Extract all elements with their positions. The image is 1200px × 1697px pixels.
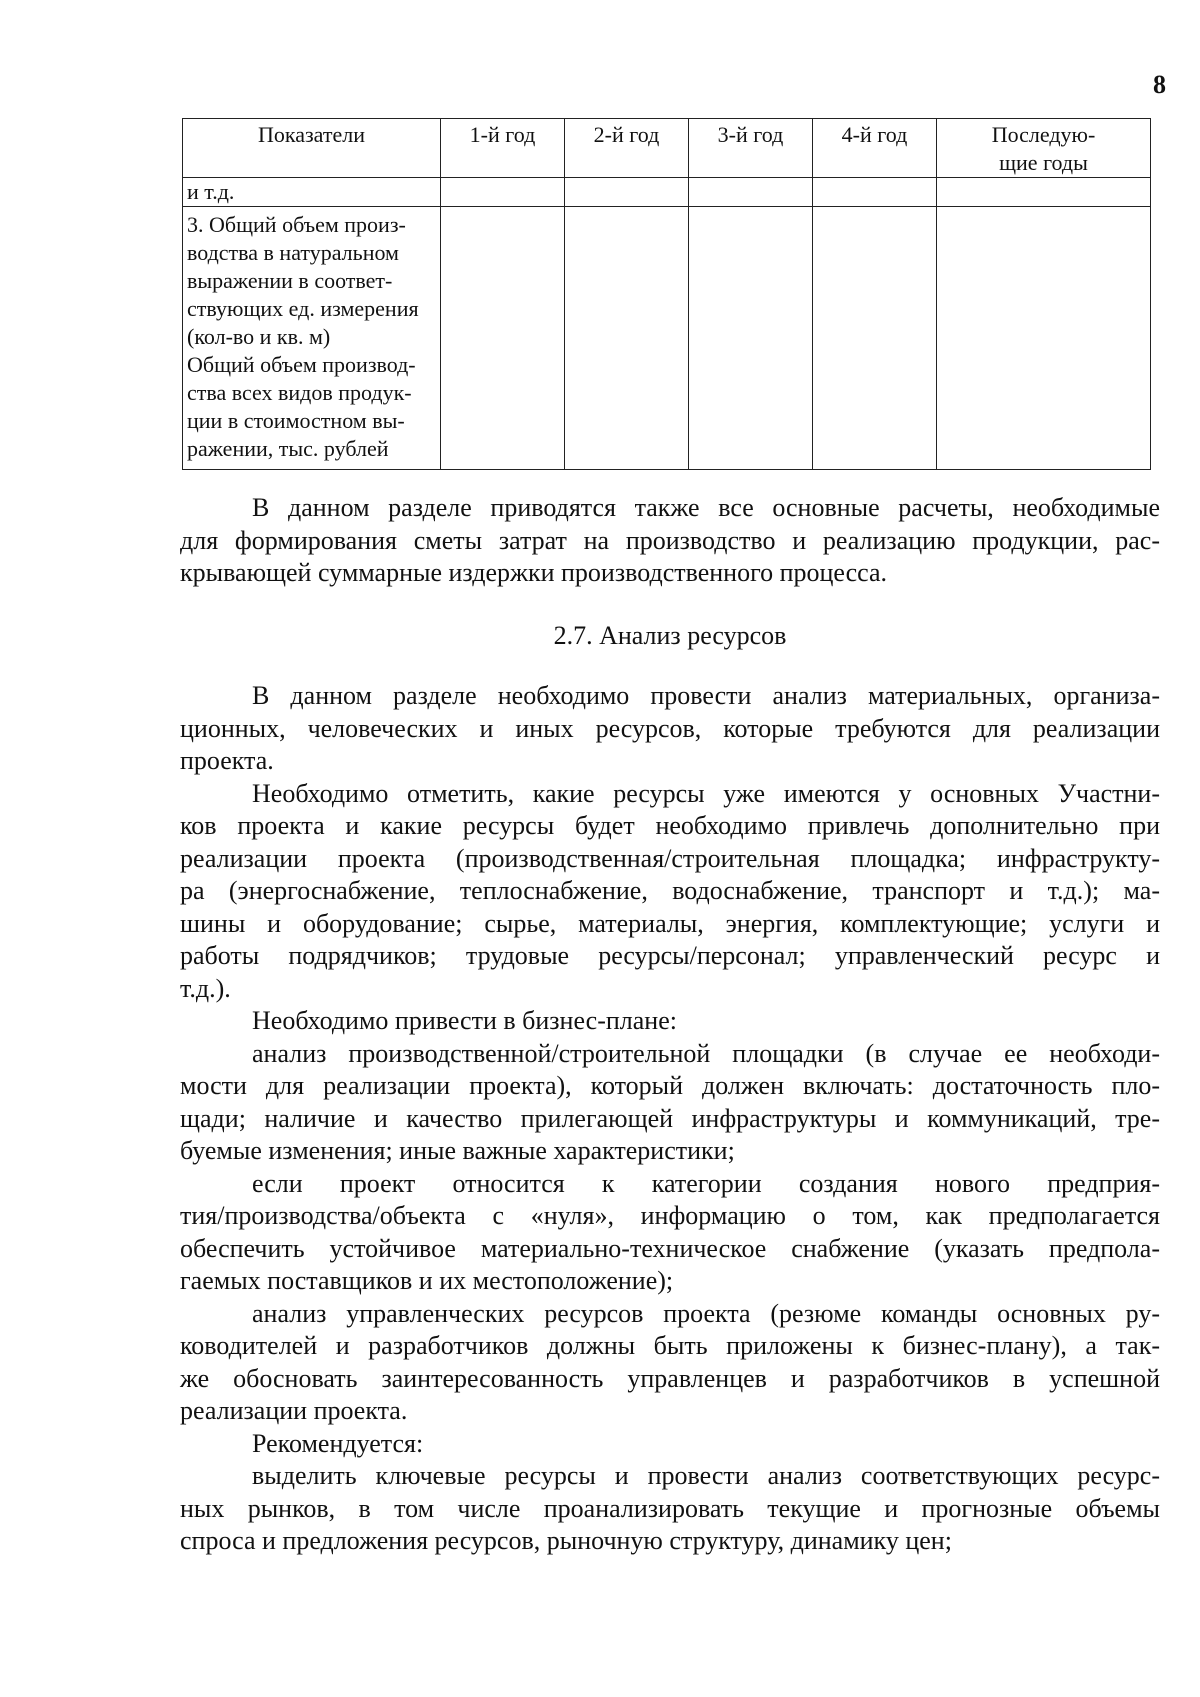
text-line: обеспечить устойчивое материально-техническое снабжение (указать предпола- [180,1233,1160,1263]
text-line: реализации проекта. [180,1396,408,1425]
text-line: спроса и предложения ресурсов, рыночную структуру, динамику цен; [180,1526,952,1555]
cell-line: Общий объем производ- [187,352,416,377]
header-year-1: 1-й год [441,119,565,178]
document-body [180,492,1160,1558]
text-line: Необходимо привести в бизнес-плане: [252,1006,677,1035]
paragraph [180,1428,1160,1461]
cell-line: ции в стоимостном вы- [187,408,405,433]
text-line: работы подрядчиков; трудовые ресурсы/персонал; управленческий ресурс и [180,941,1160,970]
text-line: ных рынков, в том числе проанализировать текущие и прогнозные объемы [180,1493,1160,1523]
text-line: мости для реализации проекта), который должен включать: достаточность пло- [180,1071,1160,1100]
table-cell [813,178,937,207]
table-cell [565,178,689,207]
text-line: же обосновать заинтересованность управленцев и разработчиков в успешной [180,1363,1160,1393]
page-number: 8 [1153,70,1166,99]
text-line: щади; наличие и качество прилегающей инфраструктуры и коммуникаций, тре- [180,1103,1160,1133]
table-cell [689,207,813,470]
cell-line: ства всех видов продук- [187,380,412,405]
text-line: ков проекта и какие ресурсы будет необходимо привлечь дополнительно при [180,811,1160,840]
paragraph [180,1168,1160,1298]
text-line: буемые изменения; иные важные характеристики; [180,1136,735,1165]
text-line: ководителей и разработчиков должны быть приложены к бизнес-плану), а так- [180,1331,1160,1360]
table-cell [689,178,813,207]
text-line: если проект относится к категории создания нового предприя- [252,1168,1160,1198]
header-later-years: Последую- щие годы [937,119,1151,178]
text-line: для формирования сметы затрат на производство и реализацию продукции, рас- [180,525,1160,555]
text-line: проекта. [180,746,274,775]
text-line: реализации проекта (производственная/строительная площадка; инфраструкту- [180,843,1160,873]
paragraph [180,778,1160,1006]
table-cell [441,178,565,207]
row-label: и т.д. [183,178,441,207]
text-line: выделить ключевые ресурсы и провести анализ соответствующих ресурс- [252,1461,1160,1490]
cell-line: (кол-во и кв. м) [187,324,331,349]
table-cell [937,207,1151,470]
table-cell [813,207,937,470]
table-header-row [183,119,1151,178]
text-line: шины и оборудование; сырье, материалы, энергия, комплектующие; услуги и [180,908,1160,938]
text-line: т.д.). [180,973,231,1003]
table-row [183,207,1151,470]
table-cell [937,178,1151,207]
text-line: Рекомендуется: [252,1428,424,1458]
cell-line: выражении в соответ- [187,268,393,293]
paragraph [180,1038,1160,1168]
row-label [183,207,441,470]
text-line: В данном разделе приводятся также все основные расчеты, необходимые [252,493,1160,522]
paragraph [180,1298,1160,1428]
indicators-table [182,118,1151,470]
header-indicators: Показатели [183,119,441,178]
text-line: анализ управленческих ресурсов проекта (резюме команды основных ру- [252,1298,1160,1328]
header-year-4: 4-й год [813,119,937,178]
paragraph [180,680,1160,778]
table-cell [565,207,689,470]
text-line: ра (энергоснабжение, теплоснабжение, водоснабжение, транспорт и т.д.); ма- [180,876,1160,905]
paragraph [180,1460,1160,1558]
text-line: ционных, человеческих и иных ресурсов, которые требуются для реализации [180,713,1160,743]
table-cell [441,207,565,470]
cell-line: 3. Общий объем произ- [187,212,406,237]
table-row [183,178,1151,207]
section-heading: 2.7. Анализ ресурсов [553,620,787,650]
paragraph [180,1005,1160,1038]
text-line: крывающей суммарные издержки производственного процесса. [180,558,888,587]
text-line: гаемых поставщиков и их местоположение); [180,1266,674,1295]
header-year-3: 3-й год [689,119,813,178]
cell-line: ражении, тыс. рублей [187,436,389,461]
cell-line: ствующих ед. измерения [187,296,419,321]
section-intro-paragraph [180,492,1160,590]
text-line: В данном разделе необходимо провести анализ материальных, организа- [252,681,1160,710]
header-year-2: 2-й год [565,119,689,178]
text-line: тия/производства/объекта с «нуля», информацию о том, как предполагается [180,1201,1160,1230]
text-line: Необходимо отметить, какие ресурсы уже имеются у основных Участни- [252,778,1160,808]
cell-line: водства в натуральном [187,240,399,265]
text-line: анализ производственной/строительной площадки (в случае ее необходи- [252,1038,1160,1068]
